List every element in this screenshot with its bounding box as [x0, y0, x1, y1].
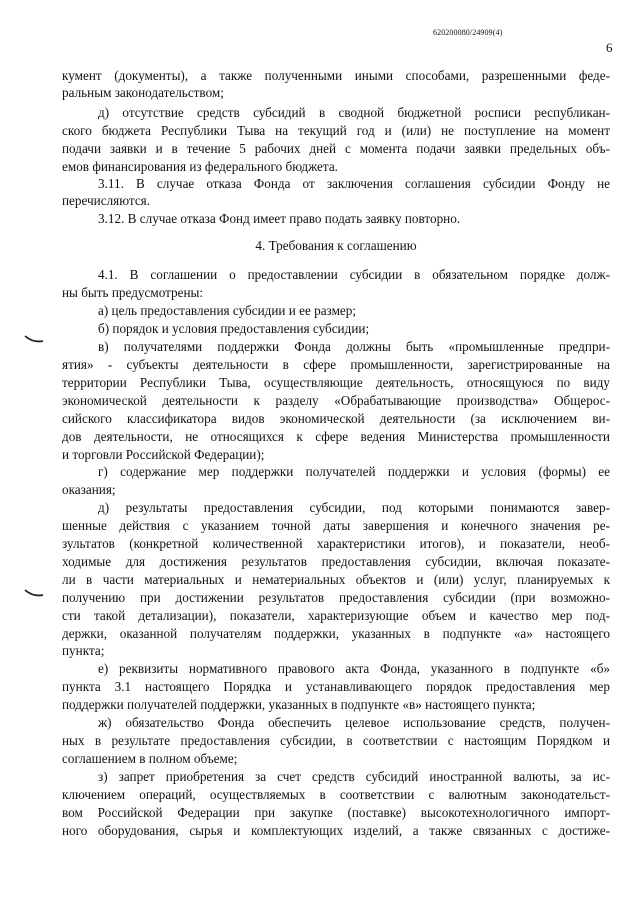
- text-line: соглашением в полном объеме;: [62, 751, 238, 766]
- text-line: шенные действия с указанием точной даты завершения и конечного значения ре-: [62, 518, 610, 533]
- margin-check-mark: [24, 334, 44, 344]
- text-line: сти такой детализации), показатели, характеризующие объем и качество мер под-: [62, 608, 610, 623]
- text-line: экономической деятельности к разделу «Обрабатывающие производства» Общерос-: [62, 393, 610, 408]
- text-line: ходимые для достижения результатов предоставления субсидии, включая показате-: [62, 554, 610, 569]
- text-line: ключением операций, осуществляемых в соответствии с валютным законодательст-: [62, 787, 610, 802]
- text-line: поддержки получателей поддержки, указанных в подпункте «в» настоящего пункта;: [62, 697, 536, 712]
- text-line: д) отсутствие средств субсидий в сводной бюджетной росписи республикан-: [98, 105, 610, 120]
- text-line: оказания;: [62, 482, 116, 497]
- text-line: е) реквизиты нормативного правового акта Фонда, указанного в подпункте «б»: [98, 661, 610, 676]
- text-line: ны быть предусмотрены:: [62, 285, 204, 300]
- text-line: зультатов (конкретной количественной характеристики итогов), и показатели, необ-: [62, 536, 610, 551]
- text-line: сийского классификатора видов экономической деятельности (за исключением ви-: [62, 411, 610, 426]
- text-line: б) порядок и условия предоставления субсидии;: [98, 321, 370, 336]
- text-line: территории Республики Тыва, осуществляющие деятельность, относящуюся по виду: [62, 375, 610, 390]
- text-line: ятия» - субъекты деятельности в сфере промышленности, зарегистрированные на: [62, 357, 610, 372]
- text-line: пункта 3.1 настоящего Порядка и устанавливающего порядок предоставления мер: [62, 679, 610, 694]
- text-line: з) запрет приобретения за счет средств субсидий иностранной валюты, за ис-: [98, 769, 610, 784]
- text-line: ж) обязательство Фонда обеспечить целевое использование средств, получен-: [98, 715, 610, 730]
- document-id: 620200080/24909(4): [433, 28, 503, 37]
- text-line: дов деятельности, не относящихся к сфере ведения Министерства промышленности: [62, 429, 610, 444]
- text-line: получению при достижении результатов предоставления субсидии (при возможно-: [62, 590, 610, 605]
- text-line: 4.1. В соглашении о предоставлении субсидии в обязательном порядке долж-: [98, 267, 610, 282]
- section-heading: 4. Требования к соглашению: [255, 238, 417, 253]
- text-line: пункта;: [62, 643, 105, 658]
- text-line: емов финансирования из федерального бюджета.: [62, 159, 338, 174]
- page-number: 6: [606, 40, 613, 55]
- text-line: 3.11. В случае отказа Фонда от заключения соглашения субсидии Фонду не: [98, 176, 610, 191]
- text-line: и торговли Российской Федерации);: [62, 447, 265, 462]
- text-line: кумент (документы), а также полученными иными способами, разрешенными феде-: [62, 68, 610, 83]
- text-line: ральным законодательством;: [62, 85, 224, 100]
- text-line: ного оборудования, сырья и комплектующих изделий, а также связанных с достиже-: [62, 823, 610, 838]
- text-line: г) содержание мер поддержки получателей поддержки и условия (формы) ее: [98, 464, 610, 479]
- text-line: вом Российской Федерации при закупке (поставке) высокотехнологичного импорт-: [62, 805, 610, 820]
- text-line: в) получателями поддержки Фонда должны быть «промышленные предпри-: [98, 339, 610, 354]
- text-line: а) цель предоставления субсидии и ее размер;: [98, 303, 357, 318]
- text-line: д) результаты предоставления субсидии, под которыми понимаются завер-: [98, 500, 610, 515]
- text-line: держки, оказанной получателям поддержки, указанных в подпункте «а» настоящего: [62, 626, 610, 641]
- text-line: 3.12. В случае отказа Фонд имеет право подать заявку повторно.: [98, 211, 461, 226]
- text-line: ных в результате предоставления субсидии, в соответствии с настоящим Порядком и: [62, 733, 610, 748]
- text-line: ли в части материальных и нематериальных объектов и (или) услуг, планируемых к: [62, 572, 610, 587]
- text-line: перечисляются.: [62, 193, 151, 208]
- text-line: подачи заявки и в течение 5 рабочих дней с момента подачи заявки предельных объ-: [62, 141, 610, 156]
- margin-check-mark: [24, 588, 44, 598]
- text-line: ского бюджета Республики Тыва на текущий год и (или) не поступление на момент: [62, 123, 610, 138]
